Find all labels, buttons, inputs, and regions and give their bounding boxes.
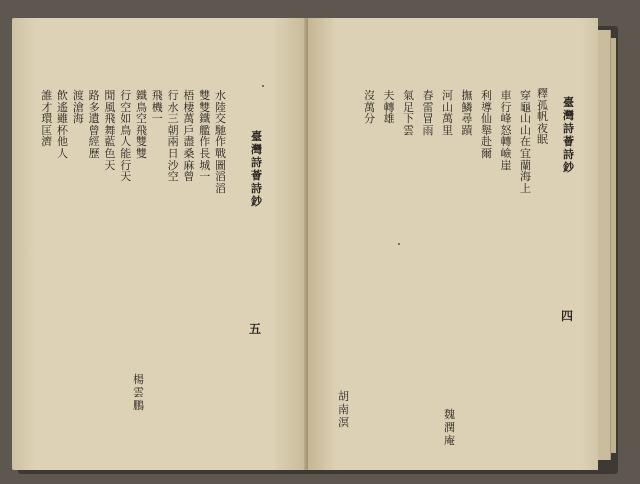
text-char: 一 [199, 170, 211, 184]
text-char: 歷 [88, 146, 100, 160]
text-char: 藍 [104, 135, 116, 149]
text-char: 宜 [520, 146, 531, 160]
text-column [363, 90, 376, 125]
text-char: 飛 [136, 123, 147, 137]
text-char: 他 [57, 135, 68, 149]
author-char: 楊 [133, 373, 144, 386]
text-char: 匡 [41, 123, 53, 137]
header-char: 臺 [251, 130, 262, 143]
text-char: 爾 [481, 146, 492, 160]
text-char: 崖 [500, 158, 512, 172]
text-char: 山 [442, 100, 453, 114]
right-page [308, 18, 598, 470]
header-char: 灣 [251, 143, 262, 156]
text-char: 三 [167, 112, 179, 126]
header-char: 灣 [563, 109, 574, 122]
right-page-number: 四 [561, 309, 574, 323]
text-column [56, 90, 69, 160]
text-char: 里 [442, 123, 453, 137]
text-char: 空 [136, 112, 147, 126]
text-column [519, 90, 532, 194]
header-char: 薈 [563, 135, 574, 148]
author-char: 雲 [133, 386, 144, 399]
text-column [135, 90, 148, 160]
text-char: 行 [120, 89, 132, 102]
open-book [12, 18, 618, 474]
text-char: 下 [403, 112, 414, 126]
text-char: 轉 [383, 100, 395, 114]
text-char: 怒 [500, 123, 512, 137]
text-char: 遙 [57, 100, 68, 114]
header-char: 鈔 [563, 161, 574, 174]
text-char: 馳 [215, 123, 226, 137]
text-column [422, 90, 435, 136]
text-char: 龜 [520, 100, 531, 114]
text-char: 雲 [403, 123, 414, 137]
right-page-header [562, 96, 575, 174]
ink-speck [398, 243, 400, 245]
header-char: 詩 [251, 182, 262, 195]
text-char: 交 [215, 112, 226, 126]
text-column [103, 90, 116, 171]
text-char: 鐵 [199, 112, 211, 126]
text-char: 撫 [461, 89, 473, 102]
text-char: 曾 [183, 170, 195, 184]
text-char: 轉 [500, 135, 512, 149]
text-char: 人 [120, 135, 132, 149]
header-char: 詩 [563, 148, 574, 161]
text-column [182, 90, 195, 183]
text-char: 車 [500, 89, 512, 102]
text-char: 萬 [364, 100, 375, 114]
left-page-header [250, 130, 263, 208]
text-char: 路 [88, 89, 100, 102]
left-page-number: 五 [249, 322, 262, 336]
text-char: 行 [120, 158, 132, 172]
text-char: 行 [500, 100, 512, 114]
author-char: 胡 [338, 390, 349, 403]
text-char: 水 [167, 100, 179, 114]
text-char: 沙 [167, 158, 179, 172]
text-char: 雙 [136, 146, 147, 160]
text-char: 雨 [422, 123, 434, 137]
text-char: 飛 [104, 112, 116, 126]
text-char: 蹟 [461, 123, 473, 137]
text-column [441, 90, 454, 136]
text-char: 滔 [215, 181, 226, 195]
text-char: 長 [199, 146, 211, 160]
text-char: 能 [120, 146, 132, 160]
text-char: 棲 [183, 100, 195, 114]
header-char: 薈 [251, 169, 262, 182]
text-char: 盡 [183, 135, 195, 149]
author-char: 魏 [444, 408, 455, 421]
text-char: 朝 [167, 123, 179, 137]
text-char: 滔 [215, 170, 226, 184]
text-char: 雄 [383, 112, 395, 126]
text-char: 經 [88, 135, 100, 149]
header-char: 臺 [563, 96, 574, 109]
title-char: 孤 [537, 98, 548, 112]
text-char: 戶 [183, 123, 195, 137]
text-char: 天 [120, 170, 132, 184]
text-char: 行 [167, 89, 179, 102]
text-char: 利 [481, 89, 492, 102]
text-char: 陸 [215, 100, 226, 114]
text-char: 麻 [183, 158, 195, 172]
text-char: 飛 [151, 89, 163, 102]
text-char: 在 [520, 135, 531, 149]
text-char: 舉 [481, 123, 492, 137]
text-char: 多 [88, 100, 100, 114]
text-column [461, 90, 474, 136]
text-char: 兩 [167, 135, 179, 149]
text-char: 夫 [383, 89, 395, 102]
text-char: 鳥 [136, 100, 147, 114]
text-char: 人 [57, 146, 68, 160]
text-char: 鳥 [120, 123, 132, 137]
author-char: 鵬 [133, 399, 144, 412]
author-char: 庵 [444, 434, 455, 447]
text-char: 閒 [104, 89, 116, 102]
text-char: 雷 [422, 100, 434, 114]
text-column [119, 90, 132, 183]
text-char: 誰 [41, 89, 53, 102]
text-char: 赴 [481, 135, 492, 149]
text-char: 萬 [442, 112, 453, 126]
text-char: 嶮 [500, 146, 512, 160]
text-char: 桑 [183, 146, 195, 160]
text-char: 蘭 [520, 158, 531, 172]
title-char: 眠 [537, 133, 548, 147]
text-char: 曾 [88, 123, 100, 137]
text-char: 海 [520, 170, 531, 184]
text-char: 水 [215, 89, 226, 102]
text-char: 濟 [41, 135, 53, 149]
right-page-author [337, 390, 350, 429]
text-char: 鱗 [461, 100, 473, 114]
text-char: 色 [104, 146, 116, 160]
text-char: 滄 [72, 100, 84, 114]
text-char: 杯 [57, 123, 68, 137]
text-char: 環 [41, 112, 53, 126]
header-char: 詩 [251, 156, 262, 169]
text-char: 遺 [88, 112, 100, 126]
text-char: 峰 [500, 112, 512, 126]
text-char: 飲 [57, 89, 68, 102]
text-column [151, 90, 164, 125]
ink-speck [262, 85, 264, 87]
author-char: 潤 [444, 421, 455, 434]
text-char: 日 [167, 146, 179, 160]
text-char: 風 [104, 100, 116, 114]
text-char: 雙 [199, 100, 211, 114]
right-page-title [536, 88, 549, 146]
text-char: 海 [72, 112, 84, 126]
text-column [88, 90, 101, 160]
text-char: 穿 [520, 89, 531, 102]
text-char: 雙 [199, 89, 211, 102]
title-char: 釋 [537, 87, 548, 100]
header-char: 鈔 [251, 195, 262, 208]
text-column [500, 90, 513, 171]
text-char: 上 [520, 181, 531, 195]
left-page-author [132, 373, 145, 412]
text-char: 戰 [215, 146, 226, 160]
text-char: 空 [120, 100, 132, 114]
text-char: 導 [481, 100, 492, 114]
text-char: 尋 [461, 112, 473, 126]
title-char: 帆 [537, 110, 548, 124]
text-column [214, 90, 227, 194]
text-char: 天 [104, 158, 116, 172]
right-page-author [443, 408, 456, 447]
text-char: 萬 [183, 112, 195, 126]
text-char: 河 [442, 89, 453, 102]
text-char: 雙 [136, 135, 147, 149]
text-char: 城 [199, 158, 211, 172]
author-char: 溟 [338, 416, 349, 429]
author-char: 南 [338, 403, 349, 416]
text-char: 春 [422, 89, 434, 102]
text-char: 山 [520, 123, 531, 137]
text-char: 氣 [403, 89, 414, 102]
text-char: 如 [120, 112, 132, 126]
text-char: 機 [151, 100, 163, 114]
text-char: 舞 [104, 123, 116, 137]
text-column [402, 90, 415, 136]
text-char: 沒 [364, 89, 375, 102]
text-char: 艦 [199, 123, 211, 137]
text-char: 梧 [183, 89, 195, 102]
text-char: 鐵 [136, 89, 147, 102]
text-char: 冒 [422, 112, 434, 126]
text-char: 渡 [72, 89, 84, 102]
text-column [383, 90, 396, 125]
text-char: 空 [167, 170, 179, 184]
text-char: 圖 [215, 158, 226, 172]
title-char: 夜 [537, 121, 548, 135]
text-char: 足 [403, 100, 414, 114]
text-char: 雖 [57, 112, 68, 126]
text-char: 仙 [481, 112, 492, 126]
text-char: 山 [520, 112, 531, 126]
text-column [198, 90, 211, 183]
text-char: 一 [151, 112, 163, 126]
text-column [72, 90, 85, 125]
text-char: 作 [215, 135, 226, 149]
text-char: 才 [41, 100, 53, 114]
text-column [480, 90, 493, 160]
text-column [40, 90, 53, 148]
text-column [167, 90, 180, 183]
text-char: 作 [199, 135, 211, 149]
header-char: 詩 [563, 122, 574, 135]
text-char: 分 [364, 112, 375, 126]
